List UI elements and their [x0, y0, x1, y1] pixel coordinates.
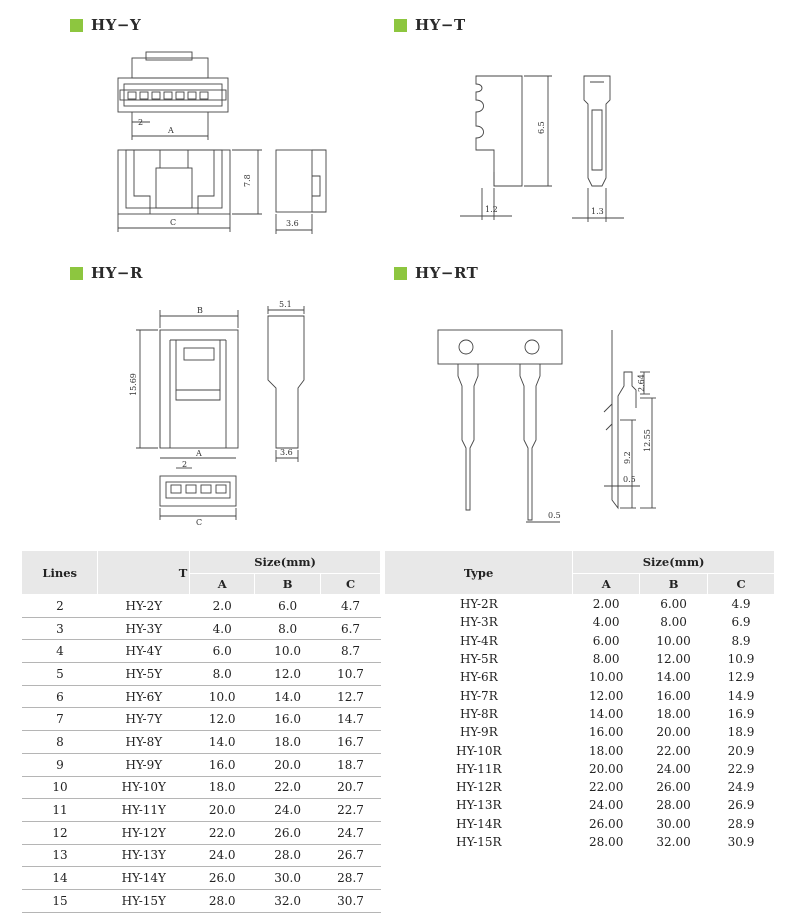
table-cell: 18.0 — [255, 731, 321, 754]
table-cell: 6.00 — [592, 633, 620, 648]
table-row — [385, 650, 775, 668]
table-cell: HY-4R — [459, 633, 498, 648]
table-row — [22, 685, 381, 708]
table-cell: 24.0 — [190, 844, 255, 867]
table-cell: 22.0 — [190, 821, 255, 844]
table-cell: 13 — [22, 844, 98, 867]
table-cell: HY-14Y — [98, 867, 190, 890]
table-cell: HY-4Y — [98, 640, 190, 663]
table-row — [22, 640, 381, 663]
table-cell: 20.9 — [727, 743, 755, 758]
table-cell: HY-8R — [459, 706, 498, 721]
table-cell: 10.00 — [588, 670, 624, 685]
table-cell: 30.0 — [255, 867, 321, 890]
table-cell: 4.7 — [321, 595, 381, 618]
dim-hy-rt-w1: 0.5 — [623, 475, 636, 484]
table-cell: 24.0 — [255, 799, 321, 822]
hy-y-front-view — [118, 150, 262, 232]
dim-hy-t-height: 6.5 — [537, 121, 546, 134]
table-cell: 12.9 — [727, 670, 755, 685]
table-cell: HY-9R — [459, 725, 498, 740]
table-cell: HY-11R — [456, 761, 502, 776]
dim-hy-t-w1: 1.2 — [485, 205, 498, 214]
col-header-size: Size(mm) — [573, 551, 775, 574]
section-title-text: HY−T — [415, 16, 466, 34]
table-row — [385, 686, 775, 704]
table-row — [385, 833, 775, 851]
table-cell: 6.0 — [255, 595, 321, 618]
table-cell: 6.7 — [321, 617, 381, 640]
table-cell: 22.9 — [727, 761, 755, 776]
table-cell: 16.0 — [255, 708, 321, 731]
table-cell: 32.00 — [656, 835, 691, 849]
table-cell: HY-7R — [459, 688, 498, 703]
table-cell: HY-14R — [456, 816, 502, 831]
col-header-c: C — [708, 574, 775, 595]
table-cell: 16.9 — [727, 706, 755, 721]
section-title-text: HY−RT — [415, 264, 479, 282]
table-cell: 9 — [22, 753, 98, 776]
table-cell: 24.00 — [656, 761, 691, 776]
table-cell: 16.0 — [190, 753, 255, 776]
table-cell: 8.00 — [660, 615, 687, 630]
table-cell: 15 — [22, 889, 98, 912]
dim-hy-rt-h2: 12.55 — [643, 429, 652, 452]
table-cell: HY-12Y — [98, 821, 190, 844]
table-cell: 12.0 — [255, 663, 321, 686]
table-cell: 12.00 — [588, 688, 624, 703]
table-row — [22, 776, 381, 799]
dim-hy-y-pitch: 2 — [138, 118, 144, 127]
table-cell: 10.00 — [656, 633, 691, 648]
table-row — [22, 731, 381, 754]
table-row — [385, 723, 775, 741]
dim-hy-r-width: 3.6 — [280, 448, 293, 457]
table-cell: 28.0 — [255, 844, 321, 867]
table-cell: HY-15R — [456, 835, 502, 849]
table-cell: 10.9 — [727, 652, 755, 667]
table-cell: 11 — [22, 799, 98, 822]
col-header-c: C — [321, 574, 381, 595]
table-cell: 12.0 — [190, 708, 255, 731]
table-cell: 10.0 — [190, 685, 255, 708]
table-cell: HY-5R — [459, 652, 498, 667]
table-cell: 30.9 — [727, 835, 755, 849]
table-cell: HY-9Y — [98, 753, 190, 776]
col-header-b: B — [255, 574, 321, 595]
table-cell: 10.7 — [321, 663, 381, 686]
table-cell: 28.7 — [321, 867, 381, 890]
table-row — [385, 705, 775, 723]
table-cell: 2 — [22, 595, 98, 618]
table-row — [22, 821, 381, 844]
table-cell: 26.0 — [255, 821, 321, 844]
table-row — [22, 663, 381, 686]
dim-hy-r-pitch: 2 — [182, 460, 188, 469]
table-cell: 28.9 — [727, 816, 755, 831]
table-cell: 18.0 — [190, 776, 255, 799]
table-cell: 20.7 — [321, 776, 381, 799]
table-cell: 4 — [22, 640, 98, 663]
dim-hy-rt-h1: 2.64 — [637, 374, 646, 392]
table-cell: HY-15Y — [98, 889, 190, 912]
table-cell: 14.0 — [255, 685, 321, 708]
table-cell: 20.00 — [656, 725, 691, 740]
table-row — [385, 595, 775, 614]
col-header-a: A — [190, 574, 255, 595]
hy-r-front-view — [136, 310, 238, 448]
table-cell: 8.0 — [190, 663, 255, 686]
col-header-type: T — [98, 551, 190, 595]
col-header-a: A — [573, 574, 640, 595]
table-cell: 18.00 — [588, 743, 624, 758]
table-cell: 24.9 — [727, 780, 755, 795]
table-cell: 7 — [22, 708, 98, 731]
dim-hy-r-c: C — [196, 518, 203, 527]
table-cell: 6 — [22, 685, 98, 708]
table-cell: 26.00 — [656, 780, 691, 795]
table-cell: 10 — [22, 776, 98, 799]
table-cell: HY-6R — [459, 670, 498, 685]
section-title-text: HY−R — [91, 264, 143, 282]
table-cell: 8.00 — [592, 652, 620, 667]
table-cell: 8 — [22, 731, 98, 754]
table-cell: HY-13Y — [98, 844, 190, 867]
table-cell: 14.00 — [588, 706, 624, 721]
table-cell: 24.00 — [588, 798, 624, 813]
table-cell: 28.00 — [656, 798, 691, 813]
table-cell: HY-10Y — [98, 776, 190, 799]
col-header-size: Size(mm) — [190, 551, 381, 574]
table-row — [385, 741, 775, 759]
table-cell: HY-10R — [456, 743, 502, 758]
table-row — [22, 799, 381, 822]
table-cell: 26.7 — [321, 844, 381, 867]
table-cell: 12 — [22, 821, 98, 844]
table-cell: 26.0 — [190, 867, 255, 890]
table-cell: 16.00 — [588, 725, 624, 740]
table-cell: 4.00 — [592, 615, 620, 630]
dim-hy-r-a: A — [196, 449, 202, 458]
dim-hy-t-w2: 1.3 — [591, 207, 604, 216]
table-row — [385, 632, 775, 650]
table-row — [22, 844, 381, 867]
table-row — [385, 760, 775, 778]
table-cell: 18.00 — [656, 706, 691, 721]
hy-r-side-view — [268, 306, 304, 462]
hy-t-front-view — [572, 76, 624, 222]
hy-y-size-table — [22, 551, 381, 913]
table-row — [22, 708, 381, 731]
table-cell: 28.0 — [190, 889, 255, 912]
table-cell: 8.0 — [255, 617, 321, 640]
dim-hy-rt-h3: 9.2 — [623, 451, 632, 464]
table-cell: 20.00 — [588, 761, 624, 776]
hy-r-size-table — [385, 551, 775, 851]
table-cell: HY-6Y — [98, 685, 190, 708]
col-header-b: B — [640, 574, 708, 595]
table-row — [385, 815, 775, 833]
dim-hy-y-c: C — [170, 218, 177, 227]
table-cell: 14.7 — [321, 708, 381, 731]
table-cell: HY-3Y — [98, 617, 190, 640]
table-cell: 4.0 — [190, 617, 255, 640]
table-cell: HY-7Y — [98, 708, 190, 731]
col-header-lines: Lines — [22, 551, 98, 595]
dim-hy-r-b: B — [197, 306, 203, 315]
table-cell: 22.0 — [255, 776, 321, 799]
table-row — [22, 753, 381, 776]
table-cell: 8.9 — [731, 633, 751, 648]
table-cell: HY-5Y — [98, 663, 190, 686]
table-row — [22, 867, 381, 890]
hy-r-bottom-view — [160, 458, 236, 520]
table-cell: 6.9 — [731, 615, 751, 630]
table-cell: HY-11Y — [98, 799, 190, 822]
table-cell: 2.0 — [190, 595, 255, 618]
table-cell: 4.9 — [731, 597, 751, 612]
table-cell: 18.7 — [321, 753, 381, 776]
table-cell: 14.0 — [190, 731, 255, 754]
table-cell: 3 — [22, 617, 98, 640]
table-cell: 32.0 — [255, 889, 321, 912]
table-cell: HY-2R — [459, 597, 498, 612]
table-cell: HY-3R — [459, 615, 498, 630]
table-cell: HY-2Y — [98, 595, 190, 618]
table-cell: 22.7 — [321, 799, 381, 822]
table-cell: 26.00 — [588, 816, 624, 831]
dim-hy-y-height: 7.8 — [243, 174, 252, 187]
table-cell: 14 — [22, 867, 98, 890]
dim-hy-y-width: 3.6 — [286, 219, 299, 228]
table-cell: 18.9 — [727, 725, 755, 740]
table-cell: 28.00 — [588, 835, 624, 849]
table-cell: HY-8Y — [98, 731, 190, 754]
hy-t-side-view — [460, 76, 552, 220]
table-cell: 26.9 — [727, 798, 755, 813]
table-row — [22, 595, 381, 618]
hy-y-side-view — [276, 150, 326, 234]
table-cell: 16.7 — [321, 731, 381, 754]
table-cell: 22.00 — [656, 743, 691, 758]
table-cell: 5 — [22, 663, 98, 686]
table-cell: 30.7 — [321, 889, 381, 912]
table-row — [22, 889, 381, 912]
table-cell: 24.7 — [321, 821, 381, 844]
dim-hy-r-top: 5.1 — [279, 300, 292, 309]
table-row — [385, 778, 775, 796]
table-cell: 12.7 — [321, 685, 381, 708]
table-cell: 8.7 — [321, 640, 381, 663]
table-cell: 10.0 — [255, 640, 321, 663]
table-cell: 22.00 — [588, 780, 624, 795]
section-title-text: HY−Y — [91, 16, 142, 34]
table-cell: HY-12R — [456, 780, 502, 795]
table-row — [385, 796, 775, 814]
col-header-type: Type — [385, 551, 573, 595]
table-cell: 30.00 — [656, 816, 691, 831]
table-cell: HY-13R — [456, 798, 502, 813]
dim-hy-rt-w2: 0.5 — [548, 511, 561, 520]
table-cell: 16.00 — [656, 688, 691, 703]
table-cell: 14.9 — [727, 688, 755, 703]
table-cell: 6.0 — [190, 640, 255, 663]
table-row — [385, 613, 775, 631]
table-row — [385, 668, 775, 686]
table-cell: 12.00 — [656, 652, 691, 667]
table-row — [22, 617, 381, 640]
hy-rt-reel-view — [438, 330, 562, 522]
table-cell: 6.00 — [660, 597, 687, 612]
dim-hy-y-a: A — [168, 126, 174, 135]
table-cell: 20.0 — [255, 753, 321, 776]
dim-hy-r-height: 15.69 — [129, 373, 138, 396]
table-cell: 20.0 — [190, 799, 255, 822]
table-cell: 14.00 — [656, 670, 691, 685]
table-cell: 2.00 — [592, 597, 620, 612]
